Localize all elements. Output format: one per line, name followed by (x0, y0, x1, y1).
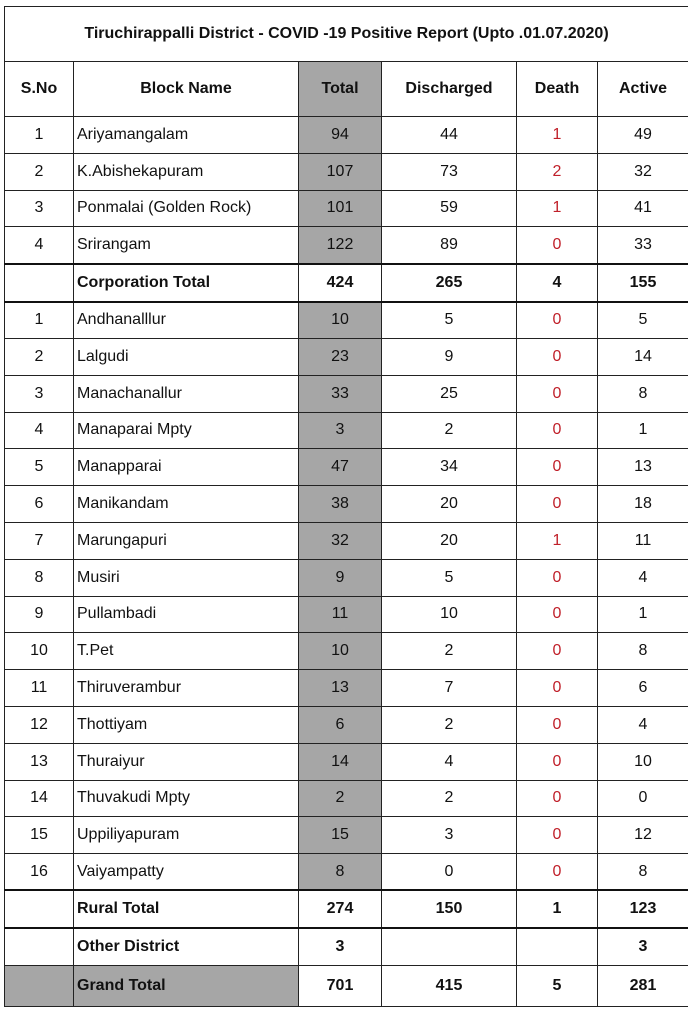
row-active: 1 (598, 412, 688, 449)
row-active: 1 (598, 596, 688, 633)
row-total: 15 (299, 817, 382, 854)
row-sno: 3 (5, 375, 74, 412)
row-discharged: 20 (382, 486, 517, 523)
row-total: 122 (299, 227, 382, 264)
row-total: 13 (299, 670, 382, 707)
row-sno: 16 (5, 854, 74, 891)
row-discharged: 20 (382, 522, 517, 559)
row-active: 32 (598, 153, 688, 190)
grand-total-row (5, 966, 688, 1007)
other-district-total: 3 (299, 928, 382, 966)
row-sno: 4 (5, 412, 74, 449)
row-death: 0 (517, 449, 598, 486)
corporation-total-section (5, 264, 688, 302)
row-active: 6 (598, 670, 688, 707)
row-total: 33 (299, 375, 382, 412)
column-header-sno: S.No (5, 62, 74, 117)
report-title: Tiruchirappalli District - COVID -19 Positive Report (Upto .01.07.2020) (5, 7, 688, 62)
grand-total-total: 701 (299, 966, 382, 1007)
other-district-active: 3 (598, 928, 688, 966)
corporation-total-discharged: 265 (382, 264, 517, 302)
row-discharged: 5 (382, 559, 517, 596)
row-discharged: 44 (382, 117, 517, 154)
row-sno: 6 (5, 486, 74, 523)
grand-total-active: 281 (598, 966, 688, 1007)
row-death: 1 (517, 117, 598, 154)
covid-report-table (4, 6, 688, 1007)
row-total: 32 (299, 522, 382, 559)
row-death: 1 (517, 190, 598, 227)
row-total: 10 (299, 302, 382, 339)
row-discharged: 34 (382, 449, 517, 486)
grand-total-discharged: 415 (382, 966, 517, 1007)
row-active: 8 (598, 633, 688, 670)
corporation-total-label: Corporation Total (74, 264, 299, 302)
row-sno: 7 (5, 522, 74, 559)
table-row (5, 817, 688, 854)
table-row (5, 706, 688, 743)
corporation-total-row (5, 264, 688, 302)
row-block-name: Manikandam (74, 486, 299, 523)
table-row (5, 412, 688, 449)
row-discharged: 2 (382, 706, 517, 743)
corporation-total-total: 424 (299, 264, 382, 302)
corporation-rows (5, 117, 688, 264)
table-row (5, 153, 688, 190)
row-discharged: 0 (382, 854, 517, 891)
row-death: 0 (517, 302, 598, 339)
row-death: 1 (517, 522, 598, 559)
row-block-name: Thottiyam (74, 706, 299, 743)
row-total: 23 (299, 338, 382, 375)
table-row (5, 743, 688, 780)
row-sno: 13 (5, 743, 74, 780)
row-sno: 5 (5, 449, 74, 486)
column-header-discharged: Discharged (382, 62, 517, 117)
row-death: 0 (517, 706, 598, 743)
row-block-name: Thuvakudi Mpty (74, 780, 299, 817)
row-active: 13 (598, 449, 688, 486)
row-total: 8 (299, 854, 382, 891)
rural-total-total: 274 (299, 890, 382, 928)
row-sno: 1 (5, 117, 74, 154)
rural-total-active: 123 (598, 890, 688, 928)
table-row (5, 375, 688, 412)
row-block-name: Manaparai Mpty (74, 412, 299, 449)
row-active: 5 (598, 302, 688, 339)
table-row (5, 227, 688, 264)
row-active: 8 (598, 375, 688, 412)
row-sno: 8 (5, 559, 74, 596)
table-row (5, 780, 688, 817)
row-discharged: 2 (382, 412, 517, 449)
row-active: 0 (598, 780, 688, 817)
row-death: 0 (517, 559, 598, 596)
row-active: 4 (598, 559, 688, 596)
row-death: 0 (517, 412, 598, 449)
row-block-name: Vaiyampatty (74, 854, 299, 891)
rural-total-discharged: 150 (382, 890, 517, 928)
row-discharged: 59 (382, 190, 517, 227)
row-sno: 9 (5, 596, 74, 633)
table-row (5, 117, 688, 154)
row-total: 107 (299, 153, 382, 190)
row-active: 4 (598, 706, 688, 743)
other-district-sno (5, 928, 74, 966)
row-block-name: T.Pet (74, 633, 299, 670)
grand-total-death: 5 (517, 966, 598, 1007)
table-row (5, 302, 688, 339)
table-row (5, 449, 688, 486)
row-sno: 1 (5, 302, 74, 339)
row-active: 18 (598, 486, 688, 523)
row-total: 11 (299, 596, 382, 633)
row-total: 2 (299, 780, 382, 817)
row-total: 6 (299, 706, 382, 743)
row-active: 8 (598, 854, 688, 891)
row-sno: 2 (5, 338, 74, 375)
row-sno: 15 (5, 817, 74, 854)
row-block-name: Musiri (74, 559, 299, 596)
row-death: 0 (517, 817, 598, 854)
row-death: 0 (517, 633, 598, 670)
grand-total-label: Grand Total (74, 966, 299, 1007)
row-death: 0 (517, 780, 598, 817)
row-total: 94 (299, 117, 382, 154)
row-discharged: 2 (382, 633, 517, 670)
row-death: 0 (517, 596, 598, 633)
table-row (5, 559, 688, 596)
table-row (5, 633, 688, 670)
row-active: 14 (598, 338, 688, 375)
corporation-total-sno (5, 264, 74, 302)
row-sno: 11 (5, 670, 74, 707)
row-block-name: Uppiliyapuram (74, 817, 299, 854)
row-active: 12 (598, 817, 688, 854)
row-total: 47 (299, 449, 382, 486)
row-block-name: Thiruverambur (74, 670, 299, 707)
corporation-total-death: 4 (517, 264, 598, 302)
other-district-discharged (382, 928, 517, 966)
row-active: 41 (598, 190, 688, 227)
rural-total-row (5, 890, 688, 928)
column-header-active: Active (598, 62, 688, 117)
row-active: 10 (598, 743, 688, 780)
row-death: 0 (517, 227, 598, 264)
row-discharged: 10 (382, 596, 517, 633)
table-row (5, 596, 688, 633)
row-block-name: Andhanalllur (74, 302, 299, 339)
row-discharged: 73 (382, 153, 517, 190)
row-death: 2 (517, 153, 598, 190)
column-header-block-name: Block Name (74, 62, 299, 117)
row-block-name: Marungapuri (74, 522, 299, 559)
row-block-name: K.Abishekapuram (74, 153, 299, 190)
row-block-name: Thuraiyur (74, 743, 299, 780)
rural-rows (5, 302, 688, 891)
table-row (5, 190, 688, 227)
rural-total-death: 1 (517, 890, 598, 928)
row-discharged: 2 (382, 780, 517, 817)
row-sno: 10 (5, 633, 74, 670)
table-row (5, 854, 688, 891)
row-total: 3 (299, 412, 382, 449)
other-district-death (517, 928, 598, 966)
table-row (5, 486, 688, 523)
row-total: 101 (299, 190, 382, 227)
row-death: 0 (517, 486, 598, 523)
other-district-label: Other District (74, 928, 299, 966)
row-block-name: Manachanallur (74, 375, 299, 412)
row-discharged: 3 (382, 817, 517, 854)
row-total: 9 (299, 559, 382, 596)
rural-total-sno (5, 890, 74, 928)
table-row (5, 522, 688, 559)
summary-section (5, 890, 688, 1007)
row-total: 10 (299, 633, 382, 670)
row-block-name: Srirangam (74, 227, 299, 264)
row-sno: 2 (5, 153, 74, 190)
grand-total-sno (5, 966, 74, 1007)
table-row (5, 338, 688, 375)
row-death: 0 (517, 743, 598, 780)
row-total: 14 (299, 743, 382, 780)
row-active: 33 (598, 227, 688, 264)
other-district-row (5, 928, 688, 966)
row-block-name: Pullambadi (74, 596, 299, 633)
row-block-name: Ariyamangalam (74, 117, 299, 154)
row-death: 0 (517, 338, 598, 375)
row-sno: 12 (5, 706, 74, 743)
covid-report-table-container (4, 6, 688, 1007)
column-header-total: Total (299, 62, 382, 117)
row-death: 0 (517, 670, 598, 707)
column-header-death: Death (517, 62, 598, 117)
row-sno: 3 (5, 190, 74, 227)
row-active: 49 (598, 117, 688, 154)
corporation-total-active: 155 (598, 264, 688, 302)
row-block-name: Lalgudi (74, 338, 299, 375)
row-block-name: Manapparai (74, 449, 299, 486)
table-row (5, 670, 688, 707)
row-total: 38 (299, 486, 382, 523)
row-discharged: 4 (382, 743, 517, 780)
row-discharged: 25 (382, 375, 517, 412)
row-discharged: 5 (382, 302, 517, 339)
row-death: 0 (517, 375, 598, 412)
row-discharged: 89 (382, 227, 517, 264)
row-death: 0 (517, 854, 598, 891)
row-block-name: Ponmalai (Golden Rock) (74, 190, 299, 227)
row-active: 11 (598, 522, 688, 559)
row-discharged: 9 (382, 338, 517, 375)
row-sno: 4 (5, 227, 74, 264)
rural-total-label: Rural Total (74, 890, 299, 928)
row-discharged: 7 (382, 670, 517, 707)
row-sno: 14 (5, 780, 74, 817)
